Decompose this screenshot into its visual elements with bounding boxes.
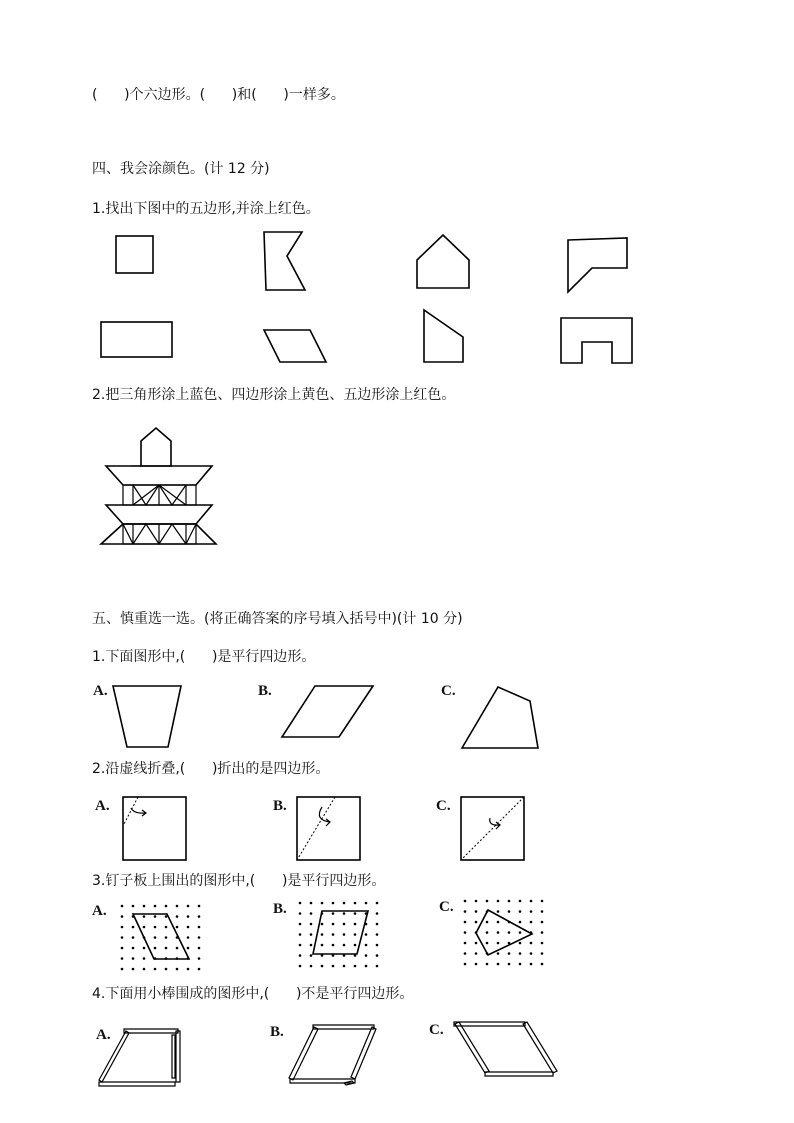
peg-dot	[343, 902, 346, 905]
peg-dot	[508, 900, 511, 903]
peg-dot	[198, 915, 201, 918]
peg-dot	[321, 933, 324, 936]
option-c-label: C.	[439, 899, 454, 915]
peg-dot	[176, 915, 179, 918]
section4-q2-text: 2.把三角形涂上蓝色、四边形涂上黄色、五边形涂上红色。	[92, 387, 456, 403]
peg-dot	[332, 933, 335, 936]
peg-dot	[343, 923, 346, 926]
peg-dot	[332, 954, 335, 957]
peg-dot	[497, 963, 500, 966]
peg-dot	[143, 915, 146, 918]
peg-dot	[464, 931, 467, 934]
peg-dot	[332, 902, 335, 905]
peg-dot	[497, 900, 500, 903]
peg-dot	[343, 954, 346, 957]
peg-dot	[519, 952, 522, 955]
peg-dot	[143, 936, 146, 939]
peg-dot	[519, 921, 522, 924]
peg-dot	[464, 942, 467, 945]
peg-dot	[299, 902, 302, 905]
peg-dot	[486, 942, 489, 945]
section4-title: 四、我会涂颜色。(计 12 分)	[92, 161, 270, 177]
peg-dot	[376, 933, 379, 936]
peg-dot	[365, 933, 368, 936]
option-a-peg-shape	[133, 914, 189, 959]
peg-dot	[132, 936, 135, 939]
peg-dot	[354, 912, 357, 915]
peg-dot	[508, 931, 511, 934]
peg-dot	[132, 926, 135, 929]
peg-dot	[187, 915, 190, 918]
peg-dot	[154, 947, 157, 950]
peg-dot	[154, 968, 157, 971]
peg-dot	[165, 915, 168, 918]
option-b-label: B.	[258, 683, 272, 699]
peg-dot	[198, 936, 201, 939]
peg-dot	[486, 931, 489, 934]
peg-dot	[121, 936, 124, 939]
peg-dot	[310, 923, 313, 926]
peg-dot	[143, 957, 146, 960]
peg-dot	[365, 912, 368, 915]
peg-dot	[530, 942, 533, 945]
peg-dot	[310, 912, 313, 915]
peg-dot	[486, 921, 489, 924]
option-a-trapezoid	[113, 686, 181, 747]
option-c-peg-shape	[476, 910, 532, 955]
peg-dot	[508, 952, 511, 955]
option-b-label: B.	[273, 798, 287, 814]
section5-title: 五、慎重选一选。(将正确答案的序号填入括号中)(计 10 分)	[92, 611, 463, 627]
option-a-label: A.	[96, 1027, 111, 1043]
peg-dot	[475, 900, 478, 903]
peg-dot	[530, 952, 533, 955]
option-c-quadrilateral	[462, 687, 538, 748]
peg-dot	[165, 936, 168, 939]
peg-dot	[121, 947, 124, 950]
peg-dot	[165, 926, 168, 929]
peg-dot	[198, 905, 201, 908]
peg-dot	[121, 968, 124, 971]
peg-dot	[464, 910, 467, 913]
peg-dot	[508, 921, 511, 924]
peg-dot	[376, 954, 379, 957]
peg-dot	[541, 900, 544, 903]
peg-dot	[187, 936, 190, 939]
peg-dot	[132, 957, 135, 960]
peg-dot	[343, 912, 346, 915]
peg-dot	[475, 910, 478, 913]
peg-dot	[132, 905, 135, 908]
section5-q4-text: 4.下面用小棒围成的图形中,( )不是平行四边形。	[92, 986, 414, 1002]
peg-dot	[187, 947, 190, 950]
square-shape	[116, 236, 153, 273]
peg-dot	[365, 902, 368, 905]
peg-dot	[486, 963, 489, 966]
option-b-parallelogram	[282, 686, 373, 737]
peg-dot	[198, 926, 201, 929]
option-a-label: A.	[93, 683, 108, 699]
peg-dot	[365, 954, 368, 957]
peg-dot	[332, 912, 335, 915]
peg-dot	[365, 923, 368, 926]
option-c-label: C.	[429, 1022, 444, 1038]
arch-shape	[561, 318, 632, 363]
peg-dot	[299, 965, 302, 968]
peg-dot	[497, 921, 500, 924]
house-pentagon-shape	[417, 235, 469, 288]
peg-dot	[198, 968, 201, 971]
peg-dot	[541, 952, 544, 955]
peg-dot	[165, 968, 168, 971]
peg-dot	[143, 968, 146, 971]
peg-dot	[321, 965, 324, 968]
peg-dot	[143, 926, 146, 929]
peg-dot	[321, 923, 324, 926]
peg-dot	[354, 923, 357, 926]
question-hexagon-count: ( )个六边形。( )和( )一样多。	[92, 87, 345, 103]
option-c-sticks	[454, 1022, 557, 1076]
option-b-label: B.	[273, 901, 287, 917]
option-b-sticks	[289, 1025, 376, 1085]
peg-dot	[121, 915, 124, 918]
peg-dot	[299, 944, 302, 947]
peg-dot	[541, 931, 544, 934]
peg-dot	[464, 900, 467, 903]
peg-dot	[176, 968, 179, 971]
peg-dot	[519, 910, 522, 913]
peg-dot	[310, 954, 313, 957]
peg-dot	[310, 944, 313, 947]
peg-dot	[154, 936, 157, 939]
peg-dot	[299, 912, 302, 915]
peg-dot	[497, 942, 500, 945]
peg-dot	[365, 944, 368, 947]
peg-dot	[165, 957, 168, 960]
peg-dot	[343, 965, 346, 968]
peg-dot	[486, 910, 489, 913]
peg-dot	[187, 968, 190, 971]
peg-dot	[176, 926, 179, 929]
option-a-label: A.	[95, 798, 110, 814]
peg-dot	[464, 952, 467, 955]
peg-dot	[187, 905, 190, 908]
peg-dot	[310, 933, 313, 936]
peg-dot	[321, 902, 324, 905]
peg-dot	[376, 965, 379, 968]
option-b-label: B.	[270, 1024, 284, 1040]
peg-dot	[176, 957, 179, 960]
peg-dot	[321, 944, 324, 947]
peg-dot	[176, 936, 179, 939]
peg-dot	[176, 905, 179, 908]
option-a-label: A.	[92, 903, 107, 919]
rectangle-shape	[101, 322, 172, 357]
peg-dot	[464, 963, 467, 966]
peg-dot	[365, 965, 368, 968]
peg-dot	[121, 926, 124, 929]
peg-dot	[154, 905, 157, 908]
section5-q1-text: 1.下面图形中,( )是平行四边形。	[92, 649, 316, 665]
peg-dot	[541, 963, 544, 966]
peg-dot	[165, 905, 168, 908]
option-c-label: C.	[441, 683, 456, 699]
parallelogram-shape	[264, 330, 326, 362]
peg-dot	[121, 905, 124, 908]
peg-dot	[497, 910, 500, 913]
peg-dot	[376, 944, 379, 947]
peg-dot	[475, 921, 478, 924]
peg-dot	[486, 900, 489, 903]
peg-dot	[121, 957, 124, 960]
peg-dot	[508, 910, 511, 913]
peg-dot	[519, 942, 522, 945]
peg-dot	[310, 902, 313, 905]
peg-dot	[198, 957, 201, 960]
peg-dot	[541, 942, 544, 945]
peg-dot	[519, 963, 522, 966]
peg-dot	[530, 963, 533, 966]
peg-dot	[376, 923, 379, 926]
peg-dot	[376, 912, 379, 915]
peg-dot	[154, 957, 157, 960]
peg-dot	[354, 965, 357, 968]
peg-dot	[464, 921, 467, 924]
peg-dot	[299, 933, 302, 936]
peg-dot	[299, 923, 302, 926]
peg-dot	[541, 910, 544, 913]
peg-dot	[486, 952, 489, 955]
peg-dot	[154, 926, 157, 929]
peg-dot	[187, 926, 190, 929]
peg-dot	[475, 942, 478, 945]
peg-dot	[143, 947, 146, 950]
peg-dot	[497, 931, 500, 934]
peg-dot	[332, 965, 335, 968]
section4-q1-text: 1.找出下图中的五边形,并涂上红色。	[92, 201, 320, 217]
peg-dot	[299, 954, 302, 957]
option-a-sticks	[99, 1029, 180, 1086]
peg-dot	[497, 952, 500, 955]
peg-dot	[165, 947, 168, 950]
peg-dot	[321, 912, 324, 915]
peg-dot	[343, 933, 346, 936]
peg-dot	[176, 947, 179, 950]
peg-dot	[376, 902, 379, 905]
peg-dot	[530, 931, 533, 934]
peg-dot	[508, 942, 511, 945]
peg-dot	[519, 931, 522, 934]
notched-shape	[264, 232, 305, 290]
peg-dot	[321, 954, 324, 957]
peg-dot	[198, 947, 201, 950]
peg-dot	[354, 944, 357, 947]
peg-dot	[530, 910, 533, 913]
peg-dot	[541, 921, 544, 924]
peg-dot	[154, 915, 157, 918]
peg-dot	[354, 954, 357, 957]
peg-dot	[508, 963, 511, 966]
option-c-label: C.	[436, 798, 451, 814]
peg-dot	[132, 915, 135, 918]
peg-dot	[354, 933, 357, 936]
option-b-peg-shape	[313, 911, 368, 954]
peg-dot	[475, 931, 478, 934]
peg-dot	[530, 900, 533, 903]
peg-dot	[354, 902, 357, 905]
section5-q3-text: 3.钉子板上围出的图形中,( )是平行四边形。	[92, 873, 386, 889]
peg-dot	[530, 921, 533, 924]
section5-q2-text: 2.沿虚线折叠,( )折出的是四边形。	[92, 761, 330, 777]
peg-dot	[132, 947, 135, 950]
peg-dot	[343, 944, 346, 947]
peg-dot	[187, 957, 190, 960]
peg-dot	[143, 905, 146, 908]
trapezoid-shape	[424, 310, 463, 362]
peg-dot	[475, 952, 478, 955]
peg-dot	[475, 963, 478, 966]
peg-dot	[332, 944, 335, 947]
peg-dot	[310, 965, 313, 968]
peg-dot	[332, 923, 335, 926]
peg-dot	[519, 900, 522, 903]
peg-dot	[132, 968, 135, 971]
irregular-pentagon-shape	[568, 238, 627, 292]
